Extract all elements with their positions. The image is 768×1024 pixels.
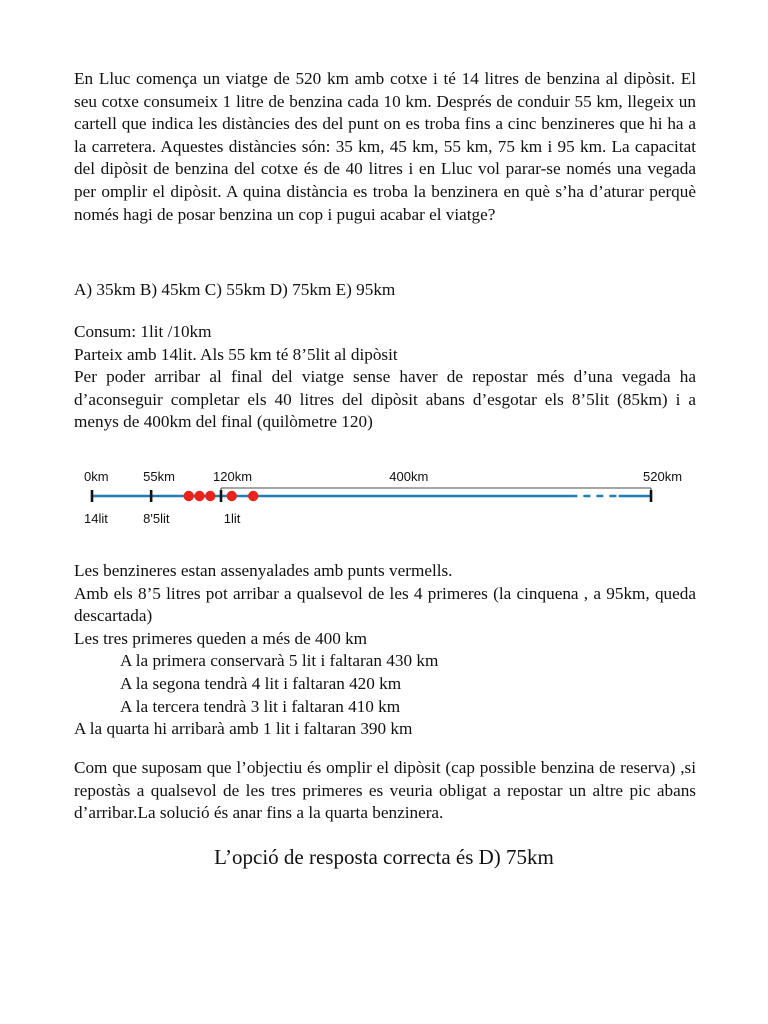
distance-note: Les tres primeres queden a més de 400 km	[74, 628, 368, 648]
fourth-station-line: A la quarta hi arribarà amb 1 lit i faltaran 390 km	[74, 719, 413, 739]
top-label: 400km	[389, 469, 429, 484]
station-dot	[184, 491, 194, 501]
station-dot	[194, 491, 204, 501]
top-label: 520km	[643, 469, 683, 484]
station-dot	[227, 491, 237, 501]
conclusion-section	[74, 757, 696, 825]
bottom-label: 1lit	[223, 511, 241, 526]
station-item-3: A la tercera tendrà 3 lit i faltaran 410 km	[120, 696, 401, 716]
station-dot	[205, 491, 215, 501]
conclusion-paragraph: Com que suposam que l’objectiu és omplir el dipòsit (cap possible benzina de reserva) ,si repostàs a qualsevol de les tres primeres es veuria obligat a repostar un altre pic abans d’arribar.La solució és anar fins a la quarta benzinera.	[74, 758, 696, 823]
consumption-line: Consum: 1lit /10km	[74, 322, 212, 341]
fuel-diagram	[74, 460, 694, 530]
top-label: 0km	[84, 469, 109, 484]
top-label: 55km	[143, 469, 175, 484]
answer-options: A) 35km B) 45km C) 55km D) 75km E) 95km	[74, 280, 396, 299]
problem-statement	[74, 68, 696, 226]
problem-paragraph: En Lluc comença un viatge de 520 km amb cotxe i té 14 litres de benzina al dipòsit. El seu cotxe consumeix 1 litre de benzina cada 10 km. Després de conduir 55 km, llegeix un cartell que indica les distàncies des del punt on es troba fins a cinc benzineres que hi ha a la carretera. Aquestes distàncies són: 35 km, 45 km, 55 km, 75 km i 95 km. La capacitat del dipòsit de benzina del cotxe és de 40 litres i en Lluc vol parar-se només una vegada per omplir el dipòsit. A quina distància es troba la benzinera en què s’ha d’aturar perquè només hagi de posar benzina un cop i pugui acabar el viatge?	[74, 69, 696, 224]
station-item-1: A la primera conservarà 5 lit i faltaran 430 km	[120, 651, 439, 671]
final-answer: L’opció de resposta correcta és D) 75km	[214, 845, 554, 869]
stations-note: Les benzineres estan assenyalades amb punts vermells.	[74, 561, 453, 580]
station-dot	[248, 491, 258, 501]
bottom-label: 14lit	[84, 511, 108, 526]
station-item-2: A la segona tendrà 4 lit i faltaran 420 km	[120, 673, 402, 693]
reasoning-section	[74, 321, 696, 434]
start-fuel-line: Parteix amb 14lit. Als 55 km té 8’5lit al dipòsit	[74, 344, 398, 364]
bottom-label: 8'5lit	[143, 511, 170, 526]
reasoning-paragraph: Per poder arribar al final del viatge sense haver de repostar més d’una vegada ha d’aconseguir completar els 40 litres del dipòsit abans d’esgotar els 8’5lit (85km) i a menys de 400km del final (quilòmetre 120)	[74, 367, 696, 432]
analysis-section	[74, 560, 696, 741]
top-label: 120km	[213, 469, 253, 484]
reachable-paragraph: Amb els 8’5 litres pot arribar a qualsevol de les 4 primeres (la cinquena , a 95km, queda descartada)	[74, 583, 696, 626]
